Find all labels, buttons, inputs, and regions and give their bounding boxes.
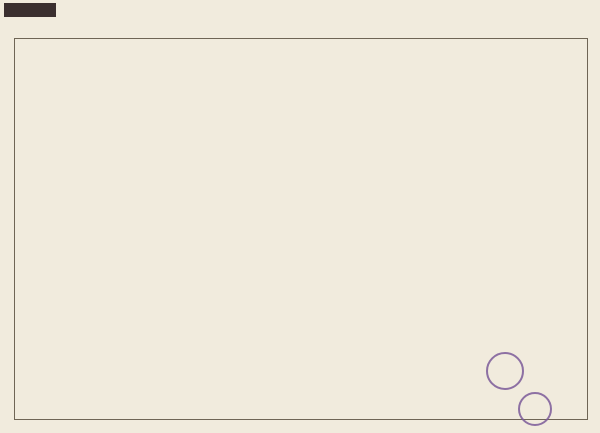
library-stamp-1 (486, 352, 524, 390)
library-stamp-2 (518, 392, 552, 426)
